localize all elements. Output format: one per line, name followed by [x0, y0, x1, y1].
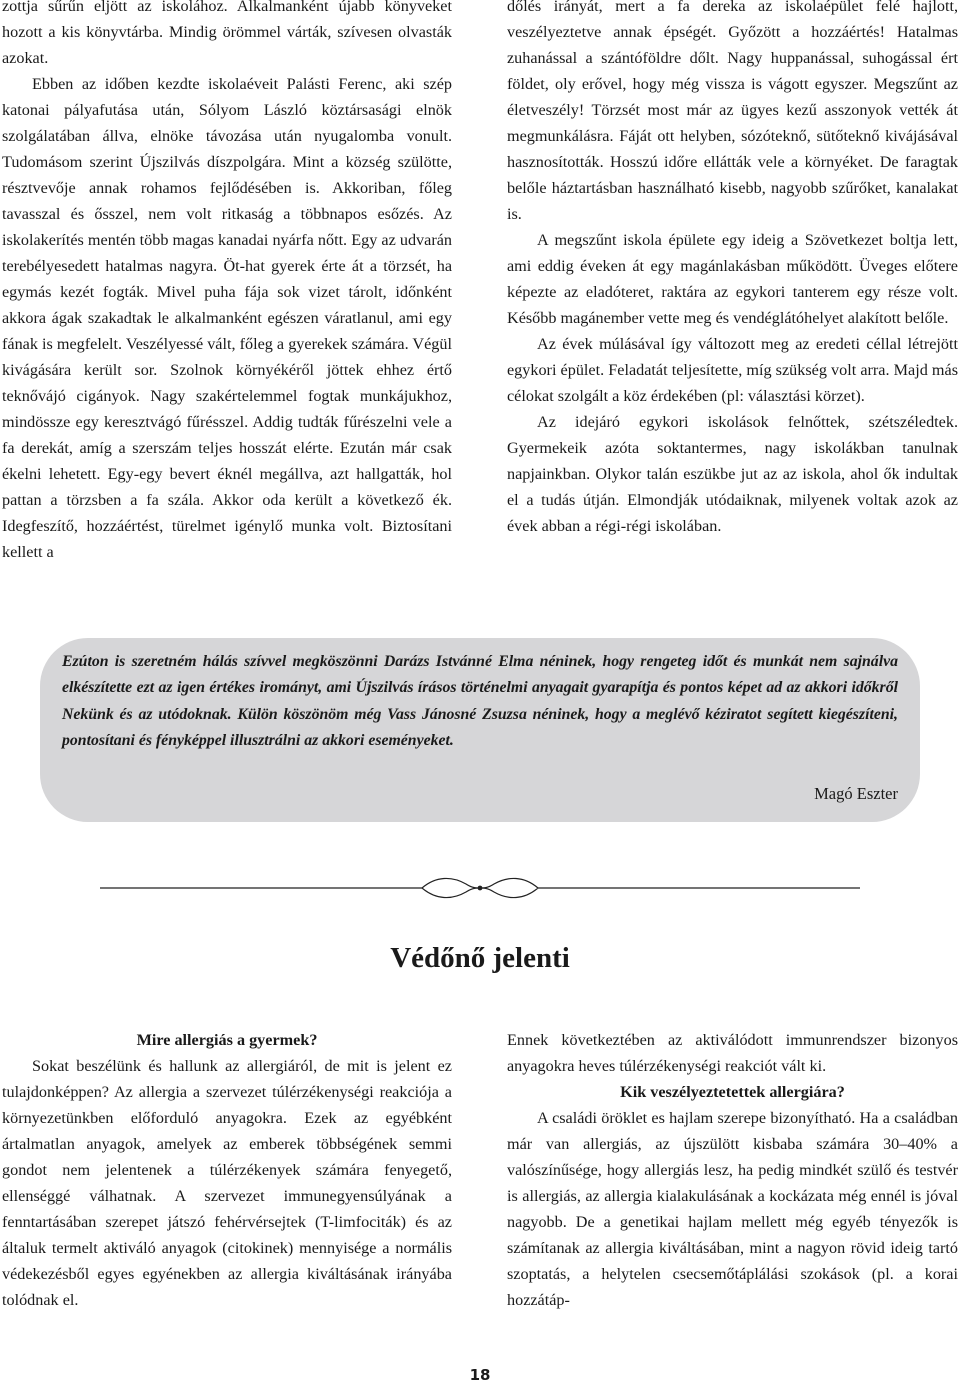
paragraph: Ebben az időben kezdte iskolaéveit Palásti Ferenc, aki szép katonai pályafutása után, Sólyom László köztársasági elnök szolgálatában állva, elnöke távozása után nyugalomba vonult. Tudomásom szerint Újszilvás díszpolgára. Mint a község szülötte, résztvevője annak rohamos fejlődésében is. Akkoriban, főleg tavasszal és ősszel, nem volt ritkaság a többnapos esőzés. Az iskolakerítés mentén több magas kanadai nyárfa nőtt. Egy az udvarán terebélyesedett hatalmas nagyra. Öt-hat gyerek érte át a törzsét, ha egymás kezét fogták. Mivel puha fája sok vizet tárolt, időnként akkora ágak szakadtak le alkalmanként egészen váratlanul, ami egy fának is megfelelt. Veszélyessé vált, főleg a gyerekek számára. Végül kivágására került sor. Szolnok környékéről jöttek ehhez értő teknővájó cigányok. Nagy szakértelemmel fogtak munkájukhoz, mindössze egy keresztvágó fűrésszel. Addig tudták fűrészelni vele a fa derekát, amíg a szerszám teljes hosszát elérte. Ezután már csak ékelni lehetett. Egy-egy bevert éknél megállva, azt hallgatták, hol pattan a törzsben a fa szála. Akkor oda került a következő ék. Idegfeszítő, hozzáértést, türelmet igénylő munka volt. Biztosítani kellett a [2, 75, 452, 561]
paragraph: dőlés irányát, mert a fa dereka az iskolaépület felé hajlott, veszélyeztetve annak épségét. Győzött a hozzáértés! Hatalmas zuhanással a szántóföldre dőlt. Nagy huppanással, suhogással ért földet, oly erővel, hogy még vissza is vágott egyszer. Megszűnt az életveszély! Törzsét most már az ügyes kezű asszonyok vették át megmunkálásra. Fáját ott helyben, sózóteknő, sütőteknő kivájásával hasznosították. Hosszú időre ellátták vele a környéket. De faragtak belőle háztartásban használható kisebb, nagyobb szűrőket, kanalakat is. [507, 0, 958, 223]
paragraph: Sokat beszélünk és hallunk az allergiáról, de mit is jelent ez tulajdonképpen? Az allergia a szervezet túlérzékenységi reakciója a környezetünkben előforduló anyagokra. Ezek az egyébként ártalmatlan anyagok, amelyek az emberek többségének semmi gondot nem jelentenek a túlérzékenyek számára fenyegető, ellenséggé válhatnak. A szervezet immunegyensúlyának a fenntartásában szerepet játszó fehérvérsejtek (T-limfociták) és az általuk termelt aktiváló anyagok (citokinek) mennyisége a normális védekezésből egyes egyénekben az allergia kiváltásának irányába tolódnak el. [2, 1057, 452, 1309]
paragraph: A megszűnt iskola épülete egy ideig a Szövetkezet boltja lett, ami eddig éveken át egy magánlakásban működött. Üveges előtere képezte az eladóteret, raktára az egykori tanterem egy része volt. Később magánember vette meg és vendéglátóhelyet alakított belőle. [507, 231, 958, 327]
top-left-column [2, 0, 452, 565]
section-title: Védőnő jelenti [390, 942, 570, 974]
bottom-right-column [507, 1027, 958, 1313]
bottom-left-column [2, 1027, 452, 1313]
subheading: Kik veszélyeztetettek allergiára? [620, 1083, 845, 1101]
acknowledgement-text: Ezúton is szeretném hálás szívvel megköszönni Darázs Istvánné Elma néninek, hogy rengeteg időt és munkát nem sajnálva elkészítette ezt az igen értékes irományt, ami Újszilvás írásos történelmi anyagait gyarapítja és pontos képet ad az akkori időkről Nekünk és az utódoknak. Külön köszönöm még Vass Jánosné Zsuzsa néninek, hogy a meglévő kéziratot segített kiegészíteni, pontosítani és fényképpel illusztrálni az akkori eseményeket. [62, 653, 898, 749]
paragraph: A családi öröklet es hajlam szerepe bizonyítható. Ha a családban már van allergiás, az újszülött kisbaba számára 30–40% a valószínűsége, hogy allergiás lesz, ha pedig mindkét szülő és testvér is allergiás, az allergia kialakulásának a kockázata még ennél is jóval nagyobb. De a genetikai hajlam mellett még egyéb tényezők is számítanak az allergia kiváltásában, mint a nagyon rövid ideig tartó szoptatás, a helytelen csecsemőtáplálási szokások (pl. a korai hozzátáp- [507, 1109, 958, 1309]
page-number: 18 [469, 1366, 491, 1384]
ornamental-divider [100, 868, 860, 908]
paragraph: Az idejáró egykori iskolások felnőttek, szétszéledtek. Gyermekeik azóta soktantermes, nagy iskolákban tanulnak napjainkban. Olykor talán eszükbe jut az az iskola, ahol ők indultak el a tudás útján. Elmondják utódaiknak, milyenek voltak azok az évek abban a régi-régi iskolában. [507, 413, 958, 535]
subheading: Mire allergiás a gyermek? [136, 1031, 318, 1049]
paragraph: Az évek múlásával így változott meg az eredeti céllal létrejött egykori épület. Feladatát teljesítette, míg szükség volt arra. Majd más célokat szolgált a köz érdekében (pl: választási körzet). [507, 335, 958, 405]
top-right-column [507, 0, 958, 539]
acknowledgement-box [40, 638, 920, 822]
acknowledgement-signature: Magó Eszter [814, 784, 898, 803]
paragraph: Ennek következtében az aktiválódott immunrendszer bizonyos anyagokra heves túlérzékenységi reakciót vált ki. [507, 1031, 958, 1075]
paragraph: zottja sűrűn eljött az iskolához. Alkalmanként újabb könyveket hozott a kis könyvtárba. Mindig örömmel várták, szívesen olvasták azokat. [2, 0, 452, 67]
